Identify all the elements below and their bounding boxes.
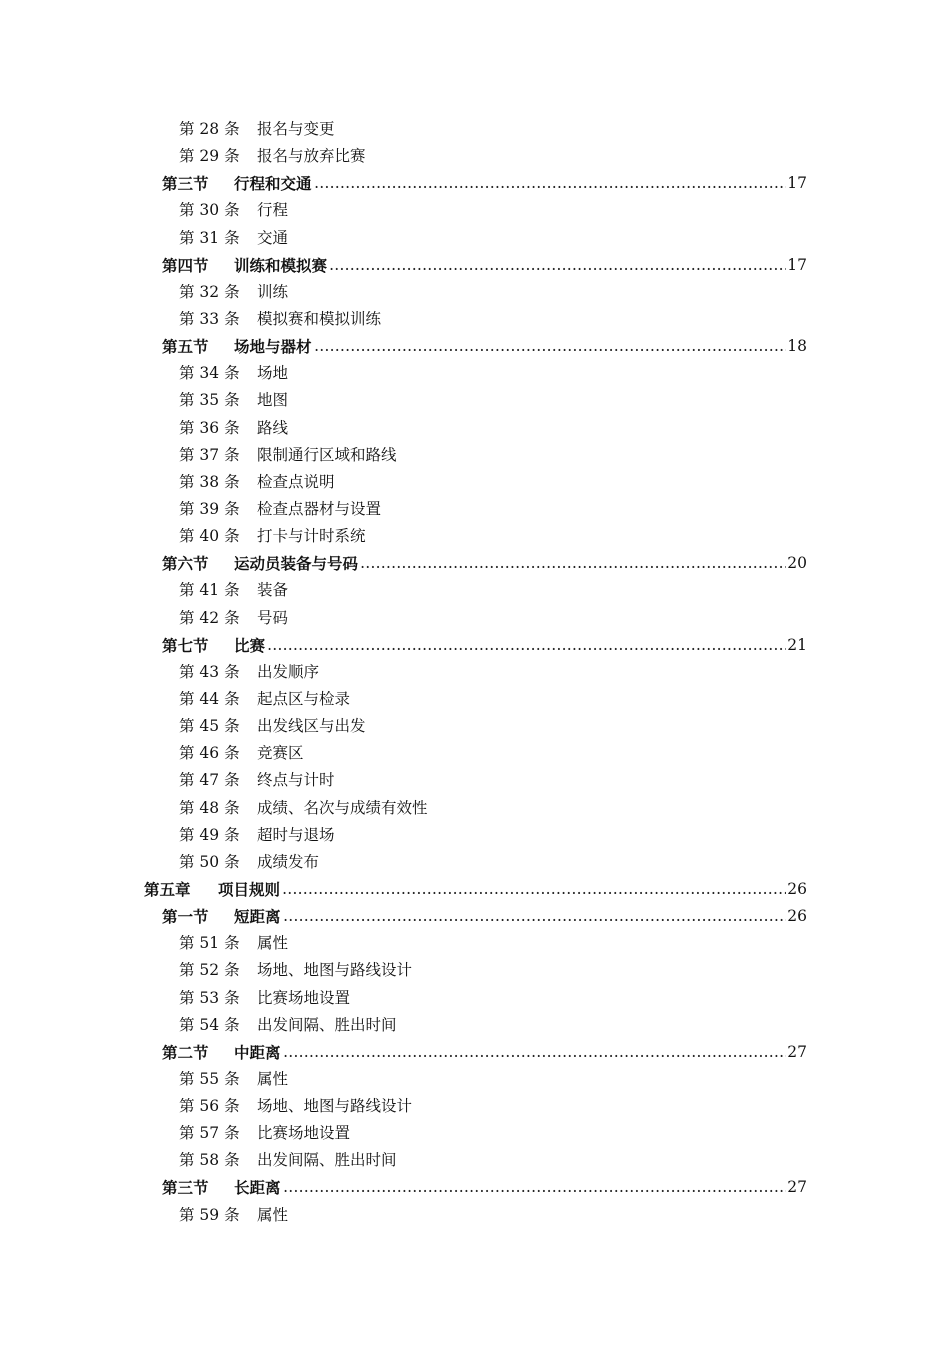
toc-entry-number: 第 43 条 — [179, 662, 240, 681]
toc-entry-number: 第 57 条 — [179, 1124, 240, 1143]
toc-entry-title: 短距离 — [234, 907, 281, 927]
toc-entry-title: 行程 — [257, 201, 289, 220]
toc-entry-number: 第 33 条 — [179, 309, 240, 328]
toc-entry-number: 第 40 条 — [179, 527, 240, 546]
toc-entry-title: 限制通行区域和路线 — [257, 445, 397, 464]
toc-entry-number: 第七节 — [162, 635, 209, 655]
toc-article-entry — [0, 469, 950, 496]
toc-entry-number: 第 31 条 — [179, 228, 240, 247]
toc-page-number: 27 — [787, 1178, 807, 1197]
toc-entry-title: 成绩发布 — [257, 852, 320, 871]
toc-article-entry — [0, 1120, 950, 1147]
toc-entry-number: 第 44 条 — [179, 689, 240, 708]
toc-entry-number: 第 41 条 — [179, 581, 240, 600]
toc-section-entry — [0, 252, 950, 279]
toc-entry-number: 第 45 条 — [179, 717, 240, 736]
toc-article-entry — [0, 279, 950, 306]
toc-dot-leader — [283, 1174, 786, 1201]
toc-article-entry — [0, 442, 950, 469]
toc-entry-number: 第四节 — [162, 255, 209, 275]
toc-entry-number: 第 59 条 — [179, 1205, 240, 1224]
toc-article-entry — [0, 225, 950, 252]
toc-page-number: 17 — [787, 174, 807, 193]
toc-entry-title: 属性 — [257, 934, 289, 953]
toc-entry-number: 第 37 条 — [179, 445, 240, 464]
table-of-contents — [0, 116, 950, 1229]
toc-dot-leader — [360, 550, 786, 577]
toc-article-entry — [0, 605, 950, 632]
toc-article-entry — [0, 360, 950, 387]
toc-article-entry — [0, 116, 950, 143]
toc-entry-number: 第 34 条 — [179, 364, 240, 383]
toc-article-entry — [0, 577, 950, 604]
toc-entry-number: 第 51 条 — [179, 934, 240, 953]
toc-entry-number: 第 50 条 — [179, 852, 240, 871]
toc-entry-title: 训练和模拟赛 — [234, 255, 328, 275]
toc-section-entry — [0, 903, 950, 930]
toc-entry-title: 检查点说明 — [257, 472, 335, 491]
toc-entry-title: 号码 — [257, 608, 289, 627]
toc-page-number: 20 — [787, 554, 807, 573]
toc-entry-title: 项目规则 — [218, 879, 281, 899]
toc-entry-title: 路线 — [257, 418, 289, 437]
toc-article-entry — [0, 686, 950, 713]
toc-article-entry — [0, 1202, 950, 1229]
toc-section-entry — [0, 632, 950, 659]
toc-dot-leader — [267, 632, 786, 659]
toc-entry-number: 第 30 条 — [179, 201, 240, 220]
toc-dot-leader — [283, 903, 786, 930]
toc-entry-number: 第 56 条 — [179, 1097, 240, 1116]
toc-entry-number: 第 53 条 — [179, 988, 240, 1007]
toc-article-entry — [0, 795, 950, 822]
toc-chapter-entry — [0, 876, 950, 903]
toc-section-entry — [0, 1174, 950, 1201]
toc-entry-title: 检查点器材与设置 — [257, 499, 382, 518]
toc-article-entry — [0, 197, 950, 224]
toc-entry-number: 第三节 — [162, 174, 209, 194]
toc-entry-number: 第 52 条 — [179, 961, 240, 980]
toc-article-entry — [0, 143, 950, 170]
toc-entry-number: 第五章 — [144, 879, 191, 899]
toc-entry-number: 第 46 条 — [179, 744, 240, 763]
toc-entry-number: 第 47 条 — [179, 771, 240, 790]
toc-article-entry — [0, 713, 950, 740]
toc-entry-number: 第 38 条 — [179, 472, 240, 491]
toc-article-entry — [0, 306, 950, 333]
toc-article-entry — [0, 496, 950, 523]
toc-article-entry — [0, 740, 950, 767]
toc-article-entry — [0, 1066, 950, 1093]
toc-entry-title: 运动员装备与号码 — [234, 554, 359, 574]
toc-entry-title: 比赛 — [234, 635, 266, 655]
toc-entry-number: 第六节 — [162, 554, 209, 574]
toc-entry-title: 出发间隔、胜出时间 — [257, 1015, 397, 1034]
toc-article-entry — [0, 849, 950, 876]
toc-article-entry — [0, 387, 950, 414]
toc-entry-title: 模拟赛和模拟训练 — [257, 309, 382, 328]
toc-entry-number: 第 29 条 — [179, 147, 240, 166]
toc-article-entry — [0, 659, 950, 686]
toc-entry-number: 第三节 — [162, 1178, 209, 1198]
toc-dot-leader — [329, 252, 786, 279]
toc-article-entry — [0, 1093, 950, 1120]
toc-article-entry — [0, 985, 950, 1012]
toc-entry-title: 报名与放弃比赛 — [257, 147, 366, 166]
toc-entry-title: 出发间隔、胜出时间 — [257, 1151, 397, 1170]
toc-entry-title: 比赛场地设置 — [257, 988, 351, 1007]
toc-entry-title: 地图 — [257, 391, 289, 410]
toc-dot-leader — [283, 1039, 786, 1066]
toc-entry-title: 场地、地图与路线设计 — [257, 961, 413, 980]
toc-page-number: 26 — [787, 879, 807, 898]
toc-entry-title: 出发线区与出发 — [257, 717, 366, 736]
toc-article-entry — [0, 1012, 950, 1039]
toc-entry-title: 装备 — [257, 581, 289, 600]
toc-entry-title: 属性 — [257, 1205, 289, 1224]
toc-article-entry — [0, 822, 950, 849]
toc-article-entry — [0, 1147, 950, 1174]
toc-entry-title: 起点区与检录 — [257, 689, 351, 708]
toc-entry-number: 第 39 条 — [179, 499, 240, 518]
toc-entry-title: 竞赛区 — [257, 744, 304, 763]
toc-entry-number: 第一节 — [162, 907, 209, 927]
toc-page-number: 26 — [787, 907, 807, 926]
toc-entry-title: 中距离 — [234, 1042, 281, 1062]
toc-entry-number: 第 32 条 — [179, 282, 240, 301]
toc-page-number: 17 — [787, 255, 807, 274]
toc-entry-number: 第 54 条 — [179, 1015, 240, 1034]
toc-entry-title: 行程和交通 — [234, 174, 312, 194]
toc-entry-title: 交通 — [257, 228, 289, 247]
toc-dot-leader — [314, 170, 786, 197]
toc-entry-title: 训练 — [257, 282, 289, 301]
toc-dot-leader — [314, 333, 786, 360]
toc-entry-title: 打卡与计时系统 — [257, 527, 366, 546]
toc-article-entry — [0, 415, 950, 442]
toc-entry-title: 报名与变更 — [257, 120, 335, 138]
toc-entry-number: 第 28 条 — [179, 120, 240, 138]
toc-entry-title: 长距离 — [234, 1178, 281, 1198]
toc-entry-title: 比赛场地设置 — [257, 1124, 351, 1143]
toc-entry-title: 场地与器材 — [234, 337, 312, 357]
toc-article-entry — [0, 767, 950, 794]
toc-section-entry — [0, 550, 950, 577]
toc-entry-number: 第 58 条 — [179, 1151, 240, 1170]
toc-entry-title: 属性 — [257, 1069, 289, 1088]
toc-article-entry — [0, 930, 950, 957]
toc-entry-number: 第 55 条 — [179, 1069, 240, 1088]
toc-entry-number: 第五节 — [162, 337, 209, 357]
toc-article-entry — [0, 957, 950, 984]
toc-entry-title: 场地、地图与路线设计 — [257, 1097, 413, 1116]
toc-entry-number: 第 36 条 — [179, 418, 240, 437]
toc-entry-number: 第 42 条 — [179, 608, 240, 627]
toc-page-number: 27 — [787, 1042, 807, 1061]
toc-section-entry — [0, 1039, 950, 1066]
toc-entry-number: 第 49 条 — [179, 825, 240, 844]
toc-page-number: 21 — [787, 635, 807, 654]
toc-section-entry — [0, 170, 950, 197]
toc-article-entry — [0, 523, 950, 550]
toc-section-entry — [0, 333, 950, 360]
toc-entry-title: 场地 — [257, 364, 289, 383]
toc-page-number: 18 — [787, 337, 807, 356]
toc-entry-title: 出发顺序 — [257, 662, 320, 681]
toc-entry-title: 成绩、名次与成绩有效性 — [257, 798, 428, 817]
toc-entry-number: 第 48 条 — [179, 798, 240, 817]
toc-dot-leader — [282, 876, 786, 903]
toc-entry-title: 超时与退场 — [257, 825, 335, 844]
toc-entry-number: 第二节 — [162, 1042, 209, 1062]
toc-entry-number: 第 35 条 — [179, 391, 240, 410]
toc-entry-title: 终点与计时 — [257, 771, 335, 790]
